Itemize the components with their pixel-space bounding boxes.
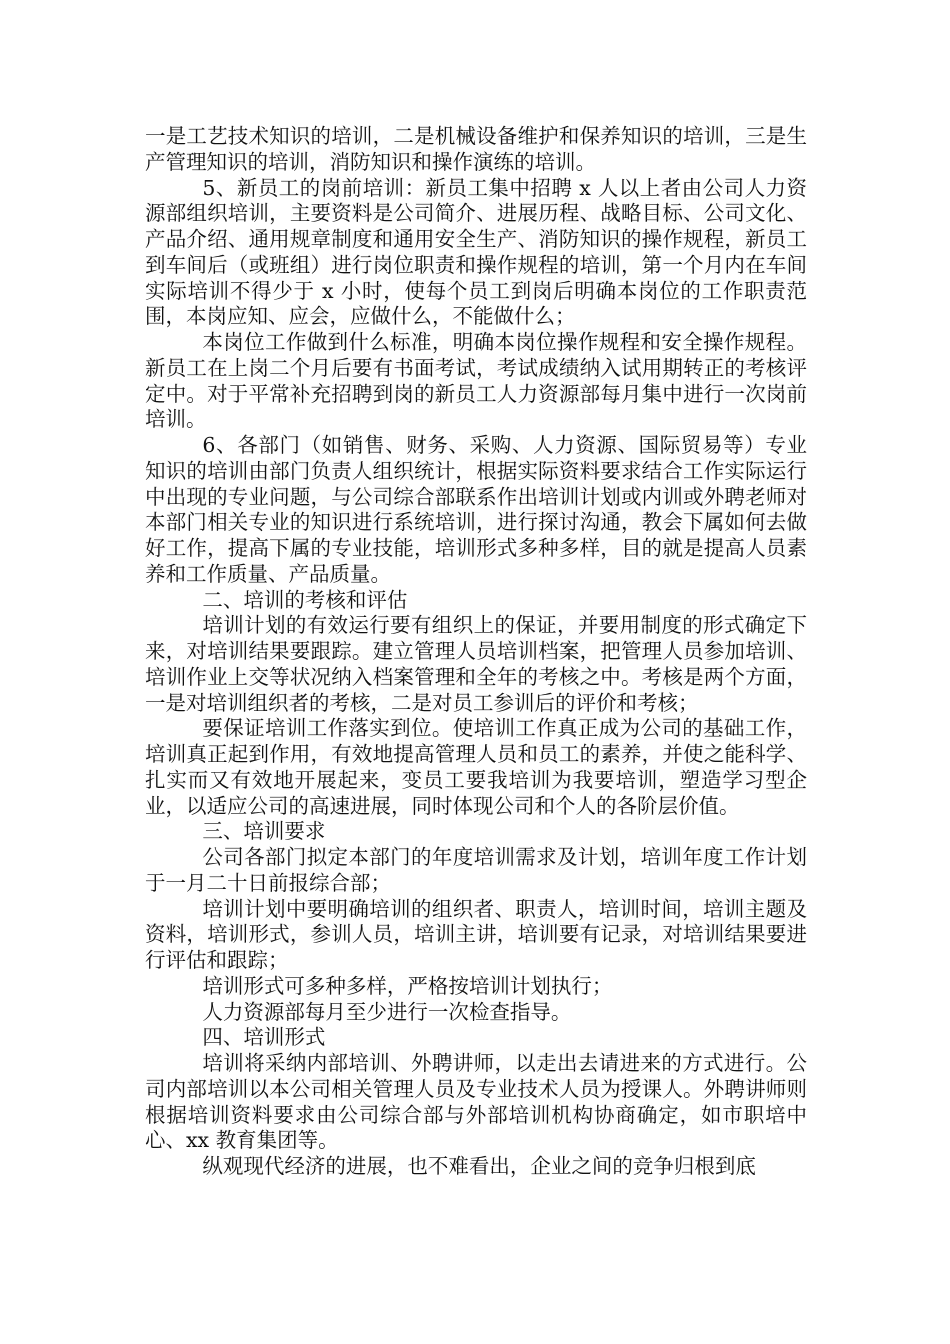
section-heading-4: 四、培训形式 (202, 1025, 326, 1050)
paragraph-7: 要保证培训工作落实到位。使培训工作真正成为公司的基础工作，培训真正起到作用，有效地提高管理人员和员工的素养，并使之能科学、扎实而又有效地开展起来，变员工要我培训为我要培训，塑造学习型企业，以适应公司的高速进展，同时体现公司和个人的各阶层价值。 (145, 716, 807, 818)
section-heading-2: 二、培训的考核和评估 (202, 587, 408, 612)
paragraph-2: 5、新员工的岗前培训：新员工集中招聘 x 人以上者由公司人力资源部组织培训，主要资料是公司简介、进展历程、战略目标、公司文化、产品介绍、通用规章制度和通用安全生产、消防知识的操作规程，新员工到车间后（或班组）进行岗位职责和操作规程的培训，第一个月内在车间实际培训不得少于 x 小时，使每个员工到岗后明确本岗位的工作职责范围，本岗应知、应会，应做什么，不能做什么； (145, 175, 807, 329)
section-heading-3: 三、培训要求 (202, 819, 326, 844)
paragraph-3: 本岗位工作做到什么标准，明确本岗位操作规程和安全操作规程。新员工在上岗二个月后要有书面考试，考试成绩纳入试用期转正的考核评定中。对于平常补充招聘到岗的新员工人力资源部每月集中进行一次岗前培训。 (145, 330, 807, 432)
paragraph-4: 6、各部门（如销售、财务、采购、人力资源、国际贸易等）专业知识的培训由部门负责人组织统计，根据实际资料要求结合工作实际运行中出现的专业问题，与公司综合部联系作出培训计划或内训或外聘老师对本部门相关专业的知识进行系统培训，进行探讨沟通，教会下属如何去做好工作，提高下属的专业技能，培训形式多种多样，目的就是提高人员素养和工作质量、产品质量。 (145, 433, 807, 586)
paragraph-12: 人力资源部每月至少进行一次检查指导。 (202, 999, 572, 1024)
paragraph-15: 纵观现代经济的进展，也不难看出，企业之间的竞争归根到底 (202, 1154, 756, 1178)
paragraph-6: 培训计划的有效运行要有组织上的保证，并要用制度的形式确定下来，对培训结果要跟踪。建立管理人员培训档案，把管理人员参加培训、培训作业上交等状况纳入档案管理和全年的考核之中。考核是两个方面，一是对培训组织者的考核，二是对员工参训后的评价和考核； (145, 613, 807, 715)
paragraph-11: 培训形式可多种多样，严格按培训计划执行； (202, 973, 613, 998)
document-body (145, 124, 807, 1180)
paragraph-1: 一是工艺技术知识的培训，二是机械设备维护和保养知识的培训，三是生产管理知识的培训，消防知识和操作演练的培训。 (145, 124, 807, 174)
paragraph-10: 培训计划中要明确培训的组织者、职责人，培训时间，培训主题及资料，培训形式，参训人员，培训主讲，培训要有记录，对培训结果要进行评估和跟踪； (145, 896, 807, 972)
paragraph-9: 公司各部门拟定本部门的年度培训需求及计划，培训年度工作计划于一月二十日前报综合部； (145, 845, 807, 895)
paragraph-14: 培训将采纳内部培训、外聘讲师，以走出去请进来的方式进行。公司内部培训以本公司相关管理人员及专业技术人员为授课人。外聘讲师则根据培训资料要求由公司综合部与外部培训机构协商确定，如市职培中心、xx 教育集团等。 (145, 1051, 807, 1153)
